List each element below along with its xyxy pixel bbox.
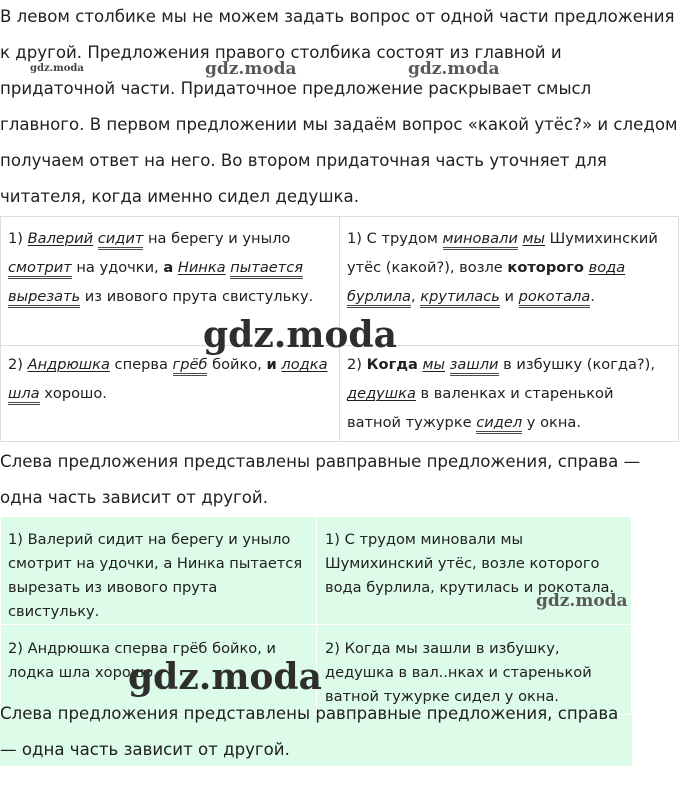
predicate: крутилась — [420, 288, 500, 308]
predicate: бурлила — [347, 288, 411, 308]
text: сперва — [109, 356, 173, 374]
subject: мы — [422, 356, 446, 374]
predicate: смотрит — [8, 259, 72, 279]
conjunction: Когда — [366, 356, 418, 374]
conjunction: которого — [507, 259, 584, 276]
table-cell: 2) Андрюшка сперва грёб бойко, и лодка шла хорошо. — [1, 625, 317, 715]
sentence-number: 1) — [8, 230, 28, 247]
text: в избушку (когда?), — [498, 356, 655, 374]
subject: Нинка — [177, 259, 226, 276]
intro-paragraph: В левом столбике мы не можем задать вопрос от одной части предложения к другой. Предложения правого столбика состоят из главной и придаточной части. Придаточное предложение раскрывает смысл главного. В первом предложении мы задаём вопрос «какой утёс?» и следом получаем ответ на него. Во втором придаточная часть уточняет для читателя, когда именно сидел дедушка. — [0, 7, 678, 206]
text — [445, 356, 450, 373]
text: и — [499, 288, 519, 305]
subject: Андрюшка — [27, 356, 110, 374]
predicate: пытается вырезать — [8, 259, 303, 308]
text: . — [590, 288, 595, 305]
subject: лодка — [281, 356, 328, 374]
subject: вода — [588, 259, 626, 276]
conjunction: и — [266, 356, 277, 374]
predicate: шла — [8, 385, 40, 405]
predicate: сидит — [98, 230, 144, 250]
subject: Валерий — [27, 230, 94, 247]
table-cell — [1, 346, 340, 442]
summary-paragraph: Слева предложения представлены равправные предложения, справа — одна часть зависит от другой. — [0, 452, 641, 507]
table-cell: 2) Когда мы зашли в избушку, дедушка в вал..нках и старенькой ватной тужурке сидел у окна. — [317, 625, 632, 715]
text: , — [410, 288, 421, 305]
text: в валенках и старенькой ватной тужурке — [347, 385, 614, 432]
watermark: gdz.moda — [203, 314, 397, 356]
predicate: грёб — [173, 356, 208, 376]
table-cell: 1) Валерий сидит на берегу и уныло смотрит на удочки, а Нинка пытается вырезать из ивового прута свистульку. — [1, 517, 317, 625]
table-row — [1, 346, 679, 442]
predicate: миновали — [443, 230, 518, 250]
subject: мы — [522, 230, 546, 247]
text: Шумихинский утёс (какой?), возле — [347, 230, 658, 276]
sentence-number: 2) — [347, 356, 367, 374]
predicate: зашли — [450, 356, 499, 376]
watermark: gdz.moda — [30, 63, 84, 74]
answer-summary-paragraph: Слева предложения представлены равправные предложения, справа — одна часть зависит от другой. — [0, 704, 619, 759]
text: из ивового прута свистульку. — [80, 288, 314, 305]
text: у окна. — [522, 414, 581, 432]
sentence-number: 2) — [8, 356, 28, 374]
sentence-number: 1) С трудом — [347, 230, 443, 247]
watermark: gdz.moda — [536, 591, 628, 611]
predicate: рокотала — [519, 288, 591, 308]
text: на удочки, — [71, 259, 164, 276]
conjunction: а — [163, 259, 174, 276]
text: на берегу и уныло — [143, 230, 291, 247]
table-cell: 1) С трудом миновали мы Шумихинский утёс, возле которого вода бурлила, крутилась и рокотала. — [317, 517, 632, 625]
watermark: gdz.moda — [205, 59, 297, 79]
table-cell — [340, 346, 679, 442]
watermark: gdz.moda — [128, 656, 322, 698]
text: хорошо. — [39, 385, 107, 403]
predicate: сидел — [476, 414, 522, 434]
watermark: gdz.moda — [408, 59, 500, 79]
text: бойко, — [207, 356, 267, 374]
subject: дедушка — [347, 385, 416, 403]
